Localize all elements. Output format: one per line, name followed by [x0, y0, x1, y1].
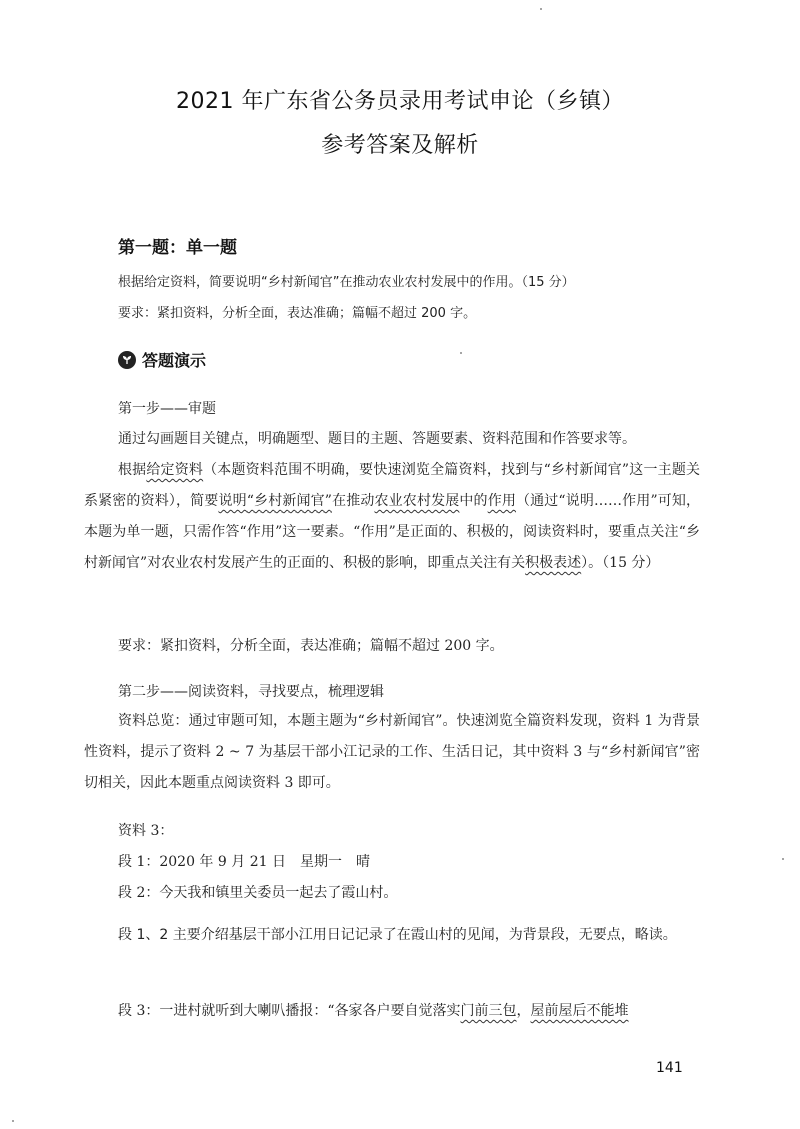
step1-intro-paragraph: 通过勾画题目关键点，明确题型、题目的主题、答题要素、资料范围和作答要求等。: [118, 431, 636, 447]
keyword-role: 作用: [487, 493, 516, 509]
keyword-no-piling: 屋前屋后不能堆: [530, 1003, 629, 1019]
keyword-three-guarantees: 门前三包: [460, 1003, 517, 1019]
keyword-positive-expression: 积极表述: [525, 555, 582, 571]
demo-label: 答题演示: [142, 351, 207, 370]
question-heading: 第一题：单一题: [118, 238, 237, 258]
step1-title: 第一步——审题: [118, 401, 216, 417]
text-segment: 中的: [459, 493, 488, 509]
text-segment: （本题资料范围不明确，要快速浏览全篇资料，找到与“乡村新闻官”这一主题关系紧密的资料），简要: [84, 462, 700, 509]
sprout-icon: [118, 351, 136, 369]
demo-section-header: [118, 348, 206, 371]
text-segment: 段 3：一进村就听到大喇叭播报：“各家各户要自觉落实: [118, 1003, 461, 1019]
step1-requirement: 要求：紧扣资料，分析全面，表达准确；篇幅不超过 200 字。: [118, 638, 504, 654]
scan-speck: [12, 1120, 14, 1122]
step2-title: 第二步——阅读资料，寻找要点，梳理逻辑: [118, 684, 384, 700]
material-segment-2: 段 2：今天我和镇里关委员一起去了霞山村。: [118, 885, 398, 901]
text-segment: 根据: [118, 462, 147, 478]
question-requirement: 要求：紧扣资料，分析全面，表达准确；篇幅不超过 200 字。: [118, 306, 477, 321]
material-segment-3: [84, 996, 700, 1027]
document-title: 2021 年广东省公务员录用考试申论（乡镇）: [176, 89, 624, 114]
keyword-agri-rural-development: 农业农村发展: [374, 493, 460, 509]
material-segment-1: 段 1：2020 年 9 月 21 日 星期一 晴: [118, 854, 370, 870]
keyword-rural-news-officer: “乡村新闻官”: [246, 493, 332, 509]
document-subtitle: 参考答案及解析: [321, 133, 479, 158]
text-segment: ，: [516, 1003, 531, 1019]
keyword-given-materials: 给定资料: [146, 462, 204, 478]
question-prompt: 根据给定资料，简要说明“乡村新闻官”在推动农业农村发展中的作用。（15 分）: [118, 275, 575, 290]
material-label: 资料 3：: [118, 823, 174, 839]
segment-analysis: 段 1、2 主要介绍基层干部小江用日记记录了在霞山村的见闻，为背景段，无要点，略读。: [118, 927, 677, 943]
step1-analysis-paragraph: [84, 455, 700, 579]
keyword-explain: 说明: [218, 493, 247, 509]
scan-speck: [782, 858, 784, 860]
scan-speck: [540, 8, 542, 10]
materials-overview: 资料总览：通过审题可知，本题主题为“乡村新闻官”。快速浏览全篇资料发现，资料 1 为背景性资料，提示了资料 2 ~ 7 为基层干部小江记录的工作、生活日记，其中资料 3 与“乡村新闻官”密切相关，因此本题重点阅读资料 3 即可。: [84, 713, 700, 791]
text-segment: ）。（15 分）: [581, 555, 660, 571]
text-segment: 在推动: [331, 493, 375, 509]
page-number: 141: [656, 1060, 683, 1076]
scan-speck: [460, 352, 462, 354]
text-segment: （通过“说明……作用”可知，本题为单一题，只需作答“作用”这一要素。“作用”是正面的、积极的，阅读资料时，要重点关注“乡村新闻官”对农业农村发展产生的正面的、积极的影响，即重点关注有关: [84, 493, 701, 571]
